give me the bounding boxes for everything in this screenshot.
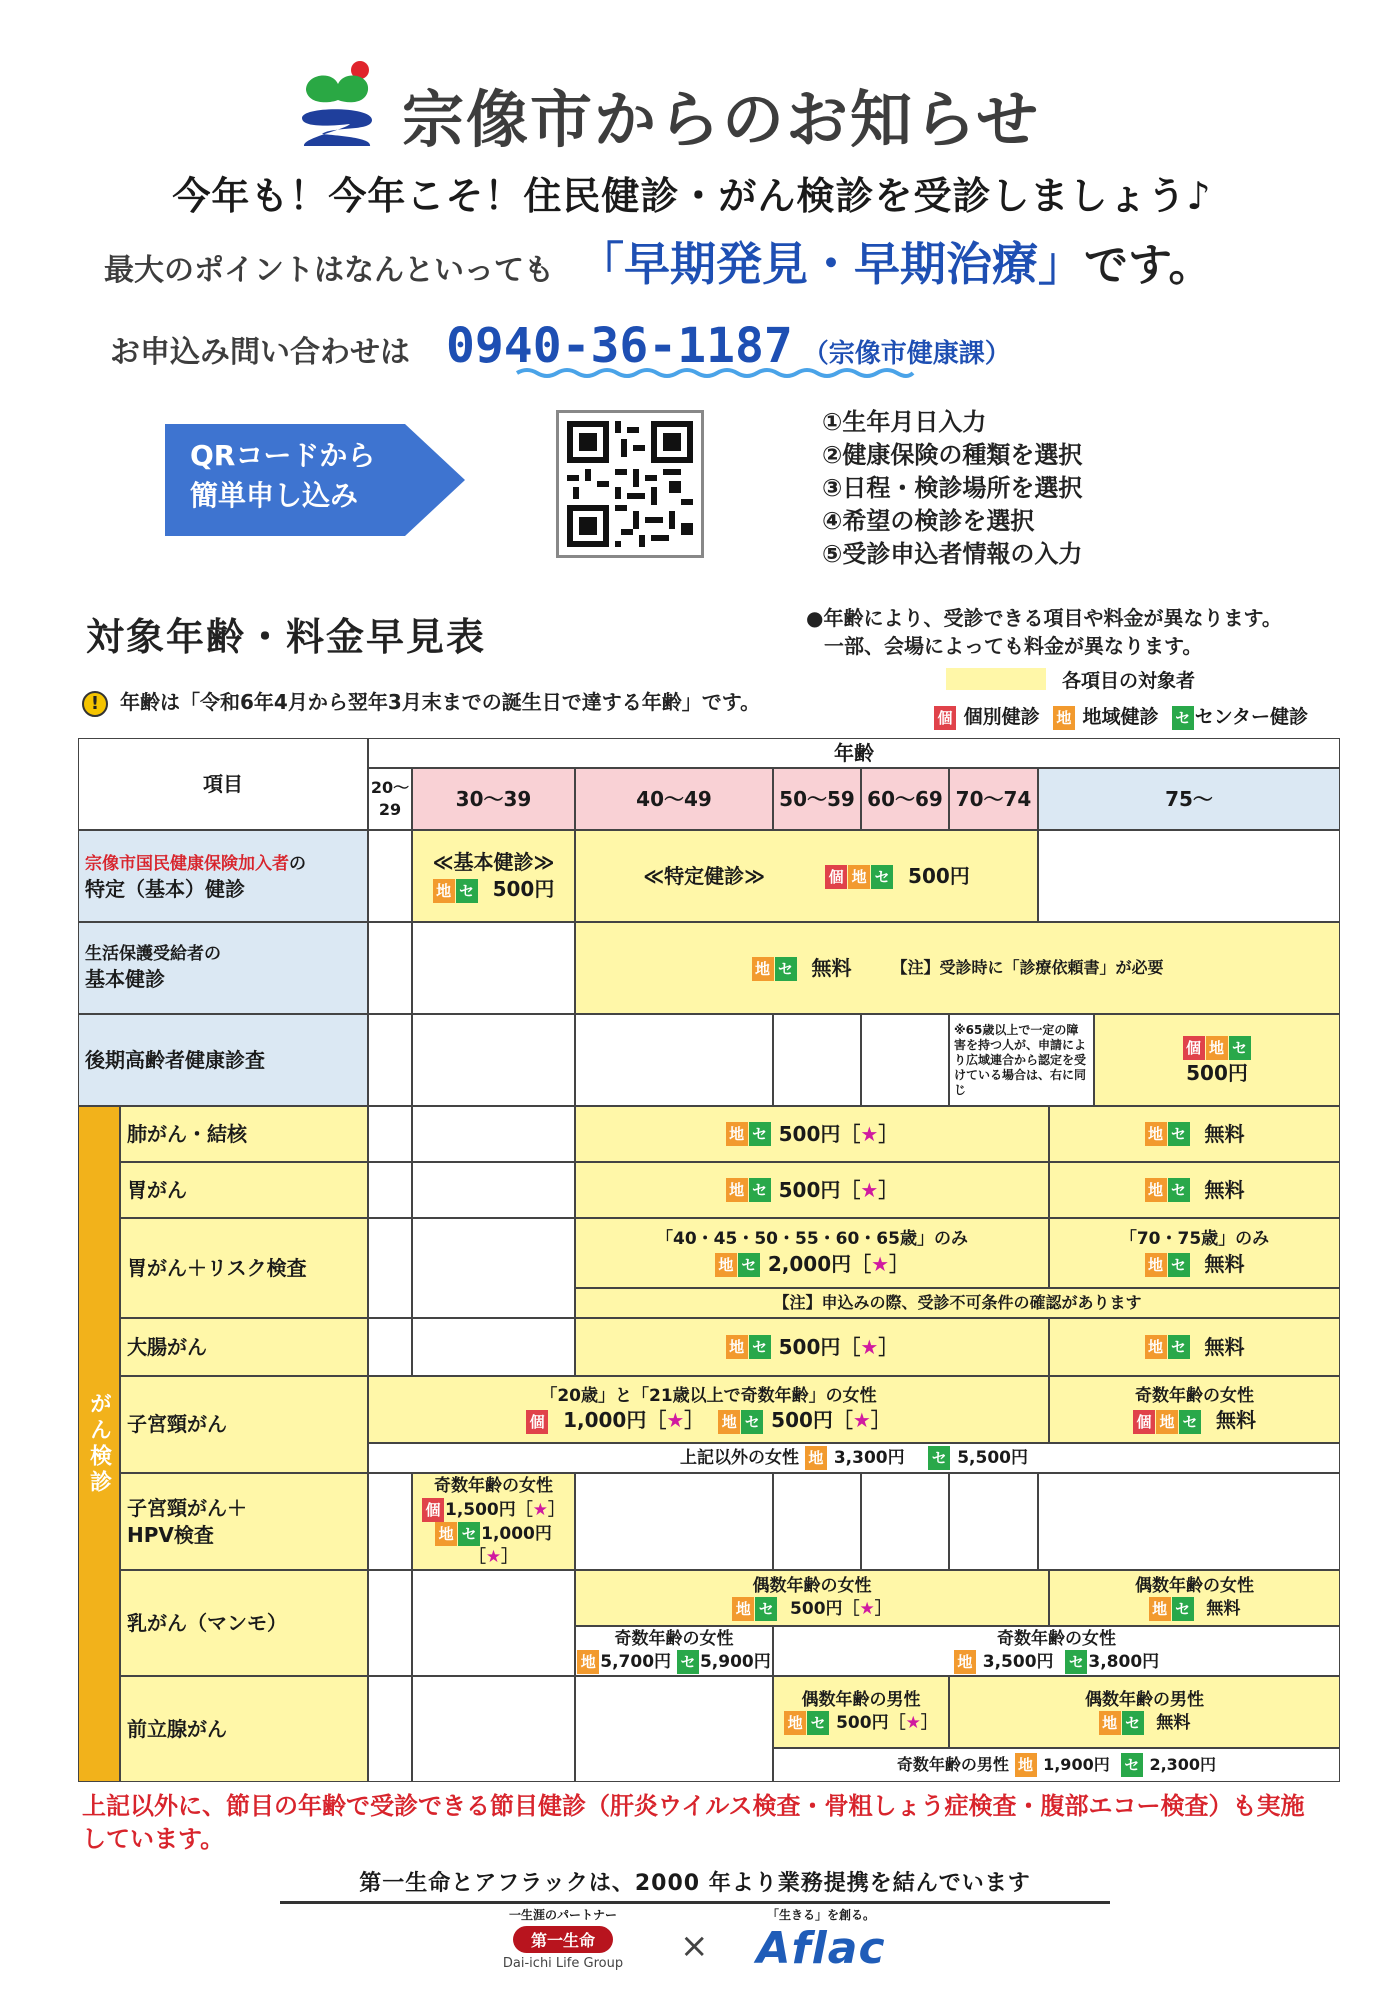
- kokuho-basic-price: 500円: [492, 877, 555, 901]
- prostate-cond-odd: 奇数年齢の男性: [896, 1755, 1009, 1775]
- bracket-open: ［: [840, 1121, 861, 1146]
- breast-odd-se1: 5,900円: [699, 1652, 771, 1673]
- legend-target-label: 各項目の対象者: [1062, 670, 1196, 692]
- badge-chiiki-icon: 地: [577, 1650, 599, 1674]
- badge-kobetsu-icon: 個: [422, 1498, 444, 1522]
- kouki-price: 500円: [1186, 1061, 1248, 1085]
- cervical-other: [368, 1443, 1340, 1473]
- breast-odd-se2: 3,800円: [1088, 1652, 1160, 1673]
- age-warning-text: 年齢は「令和6年4月から翌年3月末までの誕生日で達する年齢」です。: [120, 690, 761, 714]
- badge-chiiki-icon: 地: [715, 1253, 737, 1277]
- age-40-49: 40～49: [575, 768, 773, 830]
- cervical-cond2: 奇数年齢の女性: [1135, 1385, 1254, 1406]
- badge-chiiki-icon: 地: [1145, 1178, 1167, 1202]
- breast-odd-fee-2: [773, 1626, 1340, 1676]
- colon-fee: [575, 1318, 1049, 1376]
- hpv-20: [368, 1473, 412, 1570]
- page-title: 宗像市からのお知らせ: [402, 83, 1041, 156]
- breast-even-fee: [575, 1570, 1049, 1626]
- breast-cond-even: 偶数年齢の女性: [752, 1575, 872, 1596]
- seiho-20: [368, 922, 412, 1014]
- risk-note: 【注】申込みの際、受診不可条件の確認があります: [575, 1288, 1340, 1318]
- badge-chiiki-icon: 地: [954, 1650, 976, 1674]
- colon-20: [368, 1318, 412, 1376]
- star-icon: ★: [666, 1408, 685, 1433]
- bracket-close: ］: [878, 1334, 899, 1359]
- risk-cond2: 「70・75歳」のみ: [1119, 1229, 1270, 1250]
- table-title: 対象年齢・料金早見表: [86, 615, 487, 659]
- phone-number[interactable]: 0940-36-1187: [446, 318, 793, 374]
- row-label-kouki: 後期高齢者健康診査: [78, 1014, 368, 1106]
- breast-30: [412, 1570, 575, 1676]
- cervical-price-ko: 1,000円: [563, 1408, 647, 1433]
- row-label-stomach: 胃がん: [120, 1162, 368, 1218]
- badge-chiiki-icon: 地: [726, 1122, 748, 1146]
- lung-free: 無料: [1204, 1121, 1245, 1146]
- badge-chiiki-icon: 地: [1206, 1036, 1228, 1060]
- hpv-50: [773, 1473, 861, 1570]
- badge-center-icon: セ: [775, 957, 797, 981]
- breast-even-fee-70: [1049, 1570, 1340, 1626]
- badge-chiiki-icon: 地: [732, 1597, 754, 1621]
- age-60-69: 60～69: [861, 768, 949, 830]
- kouki-40: [575, 1014, 773, 1106]
- prostate-odd-fee: [773, 1748, 1340, 1782]
- star-icon: ★: [532, 1499, 549, 1520]
- risk-free: 無料: [1204, 1251, 1245, 1276]
- breast-odd-fee-1: [575, 1626, 773, 1676]
- breast-odd-ch1: 5,700円: [600, 1652, 672, 1673]
- badge-center-icon: セ: [1168, 1253, 1190, 1277]
- breast-odd-ch2: 3,500円: [982, 1652, 1054, 1673]
- footer-note: 上記以外に、節目の年齢で受診できる節目健診（肝炎ウイルス検査・骨粗しょう症検査・腹部エコー検査）も実施しています。: [82, 1792, 1305, 1853]
- cervical-other-ch: 3,300円: [833, 1447, 905, 1468]
- row-label-risk: 胃がん＋リスク検査: [120, 1218, 368, 1318]
- cervical-other-se: 5,500円: [957, 1447, 1028, 1468]
- dai-ichi-tagline: 一生涯のパートナー: [508, 1908, 617, 1922]
- dai-ichi-logo: [468, 1906, 658, 1971]
- seiho-note: 【注】受診時に「診療依頼書」が必要: [891, 958, 1164, 978]
- stomach-price: 500円: [778, 1177, 841, 1202]
- kokuho-tokutei: [575, 830, 1038, 922]
- kouki-note: ※65歳以上で一定の障害を持つ人が、申請により広域連合から認定を受けている場合は、右に同じ: [954, 1022, 1087, 1097]
- cervical-fee: [368, 1376, 1049, 1443]
- subheadline-emphasis: 「早期発見・早期治療」: [578, 237, 1084, 291]
- badge-chiiki-icon: 地: [784, 1711, 806, 1735]
- kokuho-label-no: の: [289, 854, 306, 874]
- badge-chiiki-icon: 地: [1053, 706, 1075, 730]
- legend: [934, 702, 1308, 730]
- badge-center-icon: セ: [458, 1522, 480, 1546]
- badge-chiiki-icon: 地: [435, 1522, 457, 1546]
- bracket-close: ］: [878, 1121, 899, 1146]
- bracket-close: ］: [548, 1499, 566, 1520]
- prostate-cond-even-70: 偶数年齢の男性: [1085, 1689, 1204, 1710]
- risk-fee-70: [1049, 1218, 1340, 1288]
- step-4: ④希望の検診を選択: [822, 507, 1035, 535]
- risk-price: 2,000円: [767, 1251, 852, 1276]
- application-steps: [822, 406, 1082, 571]
- cervical-price-chse: 500円: [771, 1408, 833, 1433]
- badge-center-icon: セ: [928, 1446, 950, 1470]
- hpv-fee: [412, 1473, 575, 1570]
- age-70-74: 70～74: [949, 768, 1038, 830]
- breast-cond-even-70: 偶数年齢の女性: [1135, 1575, 1254, 1596]
- step-3: ③日程・検診場所を選択: [822, 474, 1083, 502]
- bracket-open: ［: [842, 1599, 860, 1620]
- bracket-open: ［: [832, 1408, 853, 1433]
- badge-kobetsu-icon: 個: [934, 706, 956, 730]
- underline-squiggle: [515, 365, 915, 381]
- headline: 今年も！今年こそ！住民健診・がん検診を受診しましょう♪: [172, 174, 1212, 218]
- cancer-section-label: がん検診: [78, 1106, 120, 1782]
- badge-center-icon: セ: [871, 865, 893, 889]
- colon-fee-70: [1049, 1318, 1340, 1376]
- kokuho-label2: 特定（基本）健診: [85, 877, 245, 901]
- risk-cond1: 「40・45・50・55・60・65歳」のみ: [656, 1229, 968, 1250]
- subheadline-post: です。: [1084, 240, 1213, 291]
- badge-center-icon: セ: [1065, 1650, 1087, 1674]
- badge-chiiki-icon: 地: [805, 1446, 827, 1470]
- kokuho-20: [368, 830, 412, 922]
- fee-table: [78, 738, 1340, 1782]
- star-icon: ★: [859, 1599, 875, 1620]
- prostate-40: [575, 1676, 773, 1782]
- risk-fee: [575, 1218, 1049, 1288]
- bracket-open: ［: [851, 1251, 872, 1276]
- bracket-open: ［: [468, 1546, 486, 1567]
- prostate-cond-even: 偶数年齢の男性: [801, 1689, 921, 1710]
- prostate-odd-se: 2,300円: [1149, 1755, 1217, 1775]
- colon-30: [412, 1318, 575, 1376]
- star-icon: ★: [860, 1177, 879, 1202]
- prostate-odd-ch: 1,900円: [1043, 1755, 1110, 1775]
- hpv-60: [861, 1473, 949, 1570]
- badge-center-icon: セ: [749, 1122, 771, 1146]
- seiho-fee: [575, 922, 1340, 1014]
- badge-center-icon: セ: [456, 879, 478, 903]
- seiho-price: 無料: [811, 955, 852, 980]
- hpv-75: [1038, 1473, 1340, 1570]
- munakata-city-logo: [292, 60, 384, 150]
- hpv-label2: HPV検査: [127, 1522, 214, 1547]
- legend-kobetsu: 個別健診: [963, 706, 1040, 728]
- star-icon: ★: [905, 1713, 921, 1734]
- star-icon: ★: [860, 1334, 879, 1359]
- age-75-plus: 75～: [1038, 768, 1340, 830]
- badge-chiiki-icon: 地: [1156, 1410, 1178, 1434]
- badge-chiiki-icon: 地: [726, 1178, 748, 1202]
- age-50-59: 50～59: [773, 768, 861, 830]
- bracket-open: ［: [515, 1499, 533, 1520]
- badge-chiiki-icon: 地: [1145, 1253, 1167, 1277]
- row-label-hpv: [120, 1473, 368, 1570]
- prostate-free: 無料: [1156, 1713, 1191, 1734]
- contact-label: お申込み問い合わせは: [110, 335, 410, 370]
- row-label-colon: 大腸がん: [120, 1318, 368, 1376]
- times-icon: ×: [680, 1926, 709, 1966]
- hpv-label1: 子宮頸がん＋: [127, 1495, 247, 1520]
- row-label-breast: 乳がん（マンモ）: [120, 1570, 368, 1676]
- prostate-even-fee-70: [949, 1676, 1340, 1748]
- badge-center-icon: セ: [1172, 1597, 1194, 1621]
- step-2: ②健康保険の種類を選択: [822, 441, 1083, 469]
- kokuho-tokutei-label: ≪特定健診≫: [643, 863, 766, 888]
- hpv-40: [575, 1473, 773, 1570]
- colon-price: 500円: [778, 1334, 841, 1359]
- seiho-30: [412, 922, 575, 1014]
- badge-chiiki-icon: 地: [1145, 1335, 1167, 1359]
- cervical-cond: 「20歳」と「21歳以上で奇数年齢」の女性: [540, 1385, 877, 1406]
- kokuho-basic-label: ≪基本健診≫: [432, 850, 555, 874]
- lung-fee: [575, 1106, 1049, 1162]
- bracket-open: ［: [840, 1177, 861, 1202]
- badge-center-icon: セ: [1172, 706, 1194, 730]
- subheadline-pre: 最大のポイントはなんといっても: [104, 253, 554, 288]
- dai-ichi-group: Dai-ichi Life Group: [502, 1956, 624, 1971]
- badge-chiiki-icon: 地: [433, 879, 455, 903]
- badge-center-icon: セ: [807, 1711, 829, 1735]
- badge-kobetsu-icon: 個: [526, 1410, 548, 1434]
- prostate-30: [412, 1676, 575, 1782]
- warning-icon: !: [82, 691, 108, 717]
- badge-chiiki-icon: 地: [1145, 1122, 1167, 1146]
- dai-ichi-name: 第一生命: [513, 1926, 613, 1953]
- badge-center-icon: セ: [738, 1253, 760, 1277]
- star-icon: ★: [485, 1546, 502, 1567]
- badge-center-icon: セ: [1122, 1711, 1144, 1735]
- kokuho-tokutei-price: 500円: [908, 863, 970, 888]
- hpv-cond: 奇数年齢の女性: [434, 1475, 553, 1496]
- badge-center-icon: セ: [1168, 1335, 1190, 1359]
- badge-chiiki-icon: 地: [1015, 1753, 1037, 1777]
- star-icon: ★: [860, 1121, 879, 1146]
- bracket-close: ］: [684, 1408, 705, 1433]
- bracket-close: ］: [889, 1251, 910, 1276]
- hpv-70: [949, 1473, 1038, 1570]
- badge-kobetsu-icon: 個: [1183, 1036, 1205, 1060]
- lung-fee-70: [1049, 1106, 1340, 1162]
- aflac-tagline: 「生きる」を創る。: [766, 1908, 875, 1922]
- header-age: 年齢: [368, 738, 1340, 768]
- hpv-price-chse: 1,000円: [481, 1523, 552, 1544]
- kouki-note-cell: [949, 1014, 1094, 1106]
- age-30-39: 30～39: [412, 768, 575, 830]
- partnership-note: 第一生命とアフラックは、2000 年より業務提携を結んでいます: [280, 1866, 1110, 1904]
- badge-center-icon: セ: [1121, 1753, 1143, 1777]
- table-note-line2: 一部、会場によっても料金が異なります。: [824, 634, 1203, 658]
- star-icon: ★: [852, 1408, 871, 1433]
- row-label-cervical: 子宮頸がん: [120, 1376, 368, 1473]
- bracket-open: ［: [888, 1713, 906, 1734]
- step-5: ⑤受診申込者情報の入力: [822, 540, 1083, 568]
- stomach-fee-70: [1049, 1162, 1340, 1218]
- breast-free: 無料: [1206, 1599, 1241, 1620]
- lung-30: [412, 1106, 575, 1162]
- seiho-label2: 基本健診: [85, 966, 165, 991]
- kokuho-75: [1038, 830, 1340, 922]
- badge-center-icon: セ: [749, 1178, 771, 1202]
- age-warning: [82, 686, 760, 717]
- badge-chiiki-icon: 地: [848, 865, 870, 889]
- hpv-price-ko: 1,500円: [444, 1499, 516, 1520]
- badge-chiiki-icon: 地: [718, 1410, 740, 1434]
- risk-20: [368, 1218, 412, 1318]
- badge-center-icon: セ: [755, 1597, 777, 1621]
- badge-center-icon: セ: [749, 1335, 771, 1359]
- star-icon: ★: [871, 1251, 890, 1276]
- kouki-50: [773, 1014, 861, 1106]
- risk-30: [412, 1218, 575, 1318]
- stomach-fee: [575, 1162, 1049, 1218]
- kouki-fee: [1094, 1014, 1340, 1106]
- badge-chiiki-icon: 地: [752, 957, 774, 981]
- stomach-free: 無料: [1204, 1177, 1245, 1202]
- row-label-prostate: 前立腺がん: [120, 1676, 368, 1782]
- bracket-close: ］: [920, 1713, 938, 1734]
- bracket-close: ］: [878, 1177, 899, 1202]
- bracket-open: ［: [646, 1408, 667, 1433]
- breast-cond-odd-1: 奇数年齢の女性: [614, 1628, 734, 1649]
- badge-chiiki-icon: 地: [1149, 1597, 1171, 1621]
- cervical-other-label: 上記以外の女性: [679, 1447, 799, 1468]
- qr-code-icon: [567, 421, 693, 547]
- aflac-name: Aflac: [756, 1923, 886, 1974]
- badge-center-icon: セ: [1168, 1178, 1190, 1202]
- header-item: 項目: [78, 738, 368, 830]
- badge-center-icon: セ: [1179, 1410, 1201, 1434]
- lung-20: [368, 1106, 412, 1162]
- qr-arrow-text: [190, 436, 390, 516]
- stomach-20: [368, 1162, 412, 1218]
- prostate-20: [368, 1676, 412, 1782]
- seiho-label1: 生活保護受給者の: [85, 944, 221, 965]
- subheadline: [104, 228, 1212, 294]
- kouki-60: [861, 1014, 949, 1106]
- qr-arrow-line2: 簡単申し込み: [190, 479, 359, 512]
- qr-arrow-line1: QRコードから: [190, 439, 376, 472]
- kokuho-label-red: 宗像市国民健康保険加入者: [85, 854, 289, 874]
- lung-price: 500円: [778, 1121, 841, 1146]
- qr-code[interactable]: [556, 410, 704, 558]
- badge-center-icon: セ: [741, 1410, 763, 1434]
- badge-kobetsu-icon: 個: [825, 865, 847, 889]
- badge-chiiki-icon: 地: [726, 1335, 748, 1359]
- age-20-29: 20～29: [368, 768, 412, 830]
- department: （宗像市健康課）: [802, 339, 1011, 369]
- colon-free: 無料: [1204, 1334, 1245, 1359]
- bracket-close: ］: [501, 1546, 519, 1567]
- breast-20: [368, 1570, 412, 1676]
- legend-center: センター健診: [1194, 706, 1308, 728]
- prostate-price: 500円: [836, 1713, 889, 1734]
- page-header: [0, 40, 1384, 156]
- breast-price: 500円: [790, 1599, 843, 1620]
- badge-center-icon: セ: [1229, 1036, 1251, 1060]
- badge-kobetsu-icon: 個: [1133, 1410, 1155, 1434]
- table-note: [806, 604, 1282, 660]
- aflac-logo: [736, 1906, 906, 1974]
- badge-center-icon: セ: [1168, 1122, 1190, 1146]
- row-label-kokuho: [78, 830, 368, 922]
- stomach-30: [412, 1162, 575, 1218]
- bracket-open: ［: [840, 1334, 861, 1359]
- row-label-seiho: [78, 922, 368, 1014]
- bracket-close: ］: [874, 1599, 892, 1620]
- kouki-30: [412, 1014, 575, 1106]
- kouki-20: [368, 1014, 412, 1106]
- badge-chiiki-icon: 地: [1099, 1711, 1121, 1735]
- legend-chiiki: 地域健診: [1082, 706, 1159, 728]
- kokuho-basic: [412, 830, 575, 922]
- cervical-fee-70: [1049, 1376, 1340, 1443]
- step-1: ①生年月日入力: [822, 408, 987, 436]
- table-note-line1: ●年齢により、受診できる項目や料金が異なります。: [806, 606, 1282, 630]
- cervical-free: 無料: [1215, 1408, 1256, 1433]
- prostate-even-fee: [773, 1676, 949, 1748]
- breast-cond-odd-2: 奇数年齢の女性: [997, 1628, 1116, 1649]
- legend-target-swatch: [946, 668, 1046, 690]
- row-label-lung: 肺がん・結核: [120, 1106, 368, 1162]
- bracket-close: ］: [870, 1408, 891, 1433]
- badge-center-icon: セ: [677, 1650, 699, 1674]
